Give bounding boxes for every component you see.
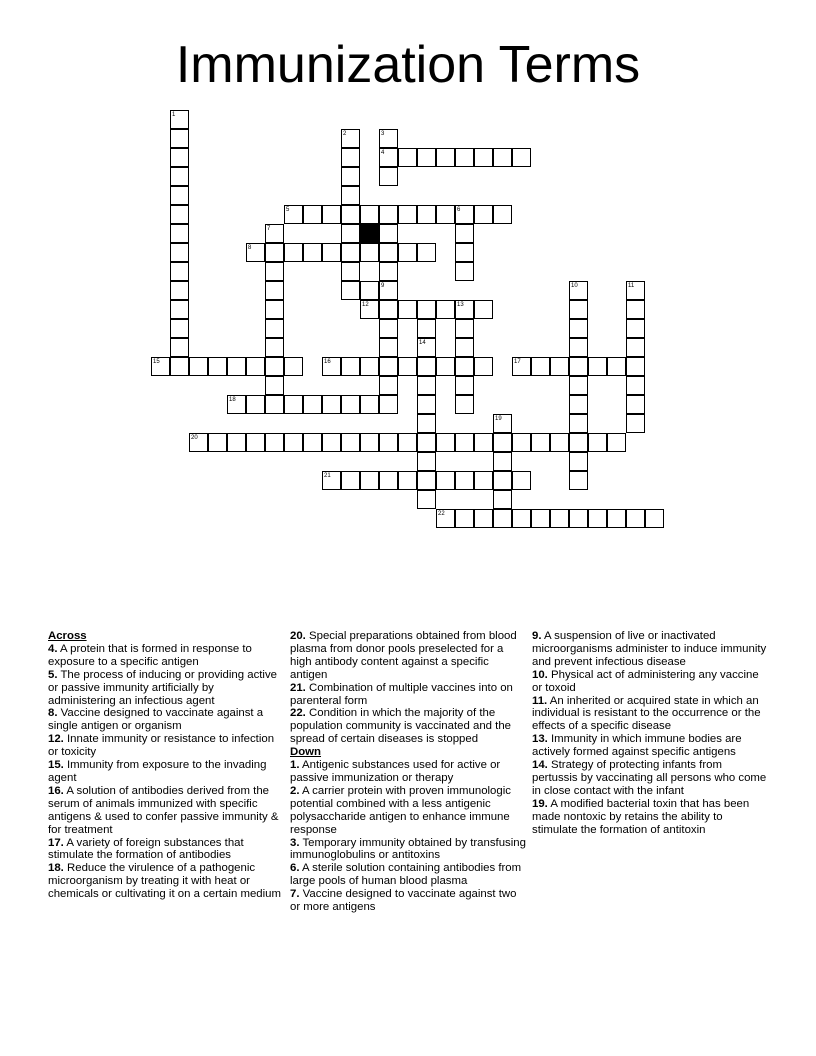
grid-cell[interactable] [303,243,322,262]
grid-cell[interactable] [588,357,607,376]
across-clue [48,733,283,759]
grid-cell[interactable] [360,471,379,490]
grid-cell[interactable] [455,224,474,243]
clue-number: 22. [290,707,306,720]
clue-number: 9. [532,630,542,642]
grid-cell[interactable] [436,300,455,319]
across-clues-continued [290,630,526,746]
grid-cell[interactable] [436,433,455,452]
clue-text: Strategy of protecting infants from pertussis by vaccinating all persons who come in close contact with the infant [532,759,767,797]
grid-number: 19 [495,416,502,422]
grid-cell[interactable] [455,338,474,357]
clue-number: 19. [532,797,548,810]
grid-cell[interactable] [341,224,360,243]
clue-number: 1. [290,759,300,772]
grid-number: 11 [628,283,635,289]
grid-cell[interactable] [379,262,398,281]
clue-number: 6. [290,862,300,875]
puzzle-title: Immunization Terms [175,36,641,94]
grid-cell[interactable] [474,357,493,376]
down-heading: Down [290,746,322,759]
clue-text: Temporary immunity obtained by transfusing immunoglobulins or antitoxins [290,836,526,862]
clue-number: 4. [48,642,58,655]
grid-cell[interactable] [455,262,474,281]
grid-cell[interactable] [493,205,512,224]
grid-cell[interactable] [360,281,379,300]
grid-cell[interactable] [341,243,360,262]
grid-cell[interactable] [265,357,284,376]
across-clue [48,669,283,708]
grid-cell[interactable] [341,281,360,300]
grid-cell[interactable] [398,243,417,262]
grid-cell[interactable] [170,319,189,338]
across-clue [290,682,526,708]
grid-cell[interactable] [417,376,436,395]
grid-cell[interactable] [493,490,512,509]
down-clue [290,759,526,785]
grid-cell[interactable] [474,471,493,490]
grid-cell[interactable] [303,395,322,414]
grid-number: 4 [381,150,385,156]
grid-number: 5 [286,207,290,213]
grid-number: 9 [381,283,385,289]
across-clue [290,630,526,682]
grid-cell[interactable] [569,414,588,433]
across-clue [48,785,283,837]
grid-cell[interactable] [170,167,189,186]
grid-cell[interactable] [455,243,474,262]
grid-cell[interactable] [379,376,398,395]
grid-cell[interactable] [493,509,512,528]
clue-number: 17. [48,836,64,849]
grid-cell[interactable] [303,433,322,452]
clue-number: 10. [532,668,548,681]
grid-cell[interactable] [341,433,360,452]
across-clues [48,643,283,901]
grid-cell[interactable] [417,243,436,262]
grid-cell[interactable] [265,395,284,414]
down-clue [532,630,768,669]
grid-cell[interactable] [626,319,645,338]
clue-number: 8. [48,707,58,720]
down-clue [290,837,526,863]
grid-cell[interactable] [569,338,588,357]
down-clue [532,669,768,695]
grid-cell[interactable] [417,490,436,509]
across-clue [48,759,283,785]
clue-number: 21. [290,681,306,694]
clue-number: 16. [48,784,64,797]
grid-cell[interactable] [493,433,512,452]
across-clue [290,707,526,746]
grid-cell[interactable] [569,395,588,414]
grid-cell[interactable] [341,262,360,281]
grid-cell[interactable] [417,148,436,167]
grid-cell[interactable] [569,452,588,471]
clue-text: Special preparations obtained from blood plasma from donor pools preselected for a high antibody content against a specific antigen [290,630,517,681]
grid-number: 12 [362,302,369,308]
grid-cell[interactable] [398,300,417,319]
grid-cell[interactable] [170,205,189,224]
clue-number: 2. [290,784,300,797]
grid-cell[interactable] [626,509,645,528]
grid-number: 17 [514,359,521,365]
grid-cell[interactable] [493,452,512,471]
grid-cell[interactable] [436,357,455,376]
clue-text: A carrier protein with proven immunologic potential combined with a less antigenic polysaccharide antigen to enhance immune response [290,784,511,836]
grid-cell[interactable] [455,509,474,528]
down-clue [532,759,768,798]
grid-cell[interactable] [569,376,588,395]
grid-cell[interactable] [303,205,322,224]
clue-number: 11. [532,694,548,707]
grid-cell[interactable] [474,433,493,452]
grid-cell[interactable] [170,148,189,167]
clue-text: Condition in which the majority of the population community is vaccinated and the spread of certain diseases is stopped [290,707,511,746]
clue-text: The process of inducing or providing active or passive immunity artificially by administering an infectious agent [48,668,277,707]
grid-cell[interactable] [398,148,417,167]
grid-cell[interactable] [379,205,398,224]
grid-cell[interactable] [417,395,436,414]
grid-cell[interactable] [455,471,474,490]
clue-number: 7. [290,888,300,901]
grid-cell[interactable] [341,148,360,167]
grid-number: 6 [457,207,461,213]
grid-cell[interactable] [569,471,588,490]
grid-cell[interactable] [417,205,436,224]
grid-cell[interactable] [170,129,189,148]
across-clue [48,837,283,863]
clue-text: A modified bacterial toxin that has been made nontoxic by retains the ability to stimulate the formation of antitoxin [532,797,750,836]
grid-cell[interactable] [569,357,588,376]
grid-cell[interactable] [360,357,379,376]
grid-cell[interactable] [170,281,189,300]
grid-cell[interactable] [265,243,284,262]
grid-cell[interactable] [569,433,588,452]
grid-cell[interactable] [265,338,284,357]
grid-cell[interactable] [360,205,379,224]
clue-column-1 [48,630,283,901]
grid-cell[interactable] [455,433,474,452]
grid-cell[interactable] [645,509,664,528]
grid-cell[interactable] [417,300,436,319]
grid-cell[interactable] [360,395,379,414]
grid-number: 18 [229,397,236,403]
grid-number: 21 [324,473,331,479]
grid-cell[interactable] [170,262,189,281]
grid-cell[interactable] [493,148,512,167]
grid-cell[interactable] [398,471,417,490]
grid-cell[interactable] [341,395,360,414]
grid-cell[interactable] [417,471,436,490]
across-heading: Across [48,630,87,642]
grid-cell[interactable] [626,376,645,395]
grid-cell[interactable] [569,319,588,338]
grid-cell[interactable] [398,357,417,376]
grid-number: 22 [438,511,445,517]
grid-cell[interactable] [284,433,303,452]
grid-cell[interactable] [265,376,284,395]
grid-cell[interactable] [531,509,550,528]
grid-cell[interactable] [379,243,398,262]
grid-cell[interactable] [265,300,284,319]
grid-number: 3 [381,131,385,137]
grid-cell[interactable] [265,262,284,281]
grid-cell[interactable] [246,395,265,414]
grid-cell[interactable] [379,471,398,490]
grid-cell[interactable] [626,338,645,357]
grid-cell[interactable] [227,433,246,452]
grid-number: 14 [419,340,426,346]
grid-cell[interactable] [360,433,379,452]
grid-cell[interactable] [284,357,303,376]
grid-cell[interactable] [436,148,455,167]
down-clue [532,798,768,837]
grid-cell[interactable] [246,357,265,376]
grid-cell[interactable] [626,395,645,414]
grid-cell[interactable] [379,433,398,452]
grid-cell[interactable] [284,243,303,262]
across-clue [48,862,283,901]
grid-cell[interactable] [379,319,398,338]
clue-column-3 [532,630,768,837]
clue-number: 3. [290,836,300,849]
grid-cell[interactable] [265,281,284,300]
clue-text: Vaccine designed to vaccinate against a single antigen or organism [48,707,264,733]
clue-number: 5. [48,668,58,681]
grid-cell[interactable] [417,414,436,433]
grid-cell[interactable] [322,433,341,452]
grid-cell[interactable] [455,357,474,376]
grid-cell[interactable] [512,509,531,528]
clue-text: A solution of antibodies derived from the serum of animals immunized with specific antigens & used to confer passive immunity & for treatment [48,784,279,836]
grid-cell[interactable] [436,205,455,224]
clue-number: 20. [290,630,306,642]
clue-column-2 [290,630,526,914]
grid-cell[interactable] [569,300,588,319]
grid-cell[interactable] [189,357,208,376]
grid-cell[interactable] [417,319,436,338]
down-clue [290,862,526,888]
grid-cell[interactable] [474,509,493,528]
grid-cell[interactable] [322,205,341,224]
grid-cell[interactable] [455,376,474,395]
grid-cell[interactable] [341,471,360,490]
grid-cell[interactable] [455,395,474,414]
grid-cell[interactable] [398,205,417,224]
grid-cell[interactable] [265,433,284,452]
down-clue [290,785,526,837]
grid-cell[interactable] [474,148,493,167]
grid-cell[interactable] [588,509,607,528]
clue-text: Immunity from exposure to the invading agent [48,759,267,784]
clue-text: A protein that is formed in response to exposure to a specific antigen [48,642,252,668]
grid-cell[interactable] [322,395,341,414]
grid-number: 10 [571,283,578,289]
clue-text: Immunity in which immune bodies are actively formed against specific antigens [532,733,742,759]
grid-number: 7 [267,226,271,232]
grid-cell[interactable] [455,148,474,167]
grid-cell[interactable] [455,319,474,338]
grid-number: 13 [457,302,464,308]
clue-text: Combination of multiple vaccines into on parenteral form [290,681,513,707]
grid-cell[interactable] [246,433,265,452]
grid-cell[interactable] [474,300,493,319]
clue-text: A sterile solution containing antibodies from large pools of human blood plasma [290,862,522,888]
grid-cell[interactable] [322,243,341,262]
grid-number: 1 [172,112,176,118]
grid-cell[interactable] [284,395,303,414]
grid-cell[interactable] [265,319,284,338]
down-clues-continued [532,630,768,837]
grid-cell[interactable] [550,509,569,528]
grid-cell[interactable] [607,357,626,376]
grid-cell[interactable] [379,224,398,243]
grid-cell[interactable] [512,148,531,167]
grid-cell[interactable] [341,205,360,224]
black-square [360,224,379,243]
grid-number: 20 [191,435,198,441]
across-clue [48,707,283,733]
grid-cell[interactable] [208,357,227,376]
grid-cell[interactable] [341,186,360,205]
grid-cell[interactable] [607,509,626,528]
grid-cell[interactable] [398,433,417,452]
grid-cell[interactable] [417,452,436,471]
grid-cell[interactable] [512,471,531,490]
down-clue [532,733,768,759]
grid-cell[interactable] [550,433,569,452]
clue-number: 14. [532,759,548,772]
across-clue [48,643,283,669]
grid-cell[interactable] [531,357,550,376]
grid-cell[interactable] [170,186,189,205]
grid-cell[interactable] [379,338,398,357]
clue-number: 15. [48,759,64,772]
down-clue [290,888,526,914]
grid-number: 2 [343,131,347,137]
clue-text: An inherited or acquired state in which an individual is resistant to the occurrence or the effects of a specific disease [532,694,761,733]
grid-cell[interactable] [341,167,360,186]
clue-text: Antigenic substances used for active or passive immunization or therapy [290,759,501,784]
grid-cell[interactable] [379,395,398,414]
grid-cell[interactable] [170,338,189,357]
grid-cell[interactable] [493,471,512,490]
clue-text: Vaccine designed to vaccinate against two or more antigens [290,888,517,914]
clue-text: A suspension of live or inactivated microorganisms administer to induce immunity and prevent infectious disease [532,630,767,668]
grid-cell[interactable] [170,300,189,319]
clue-text: Reduce the virulence of a pathogenic microorganism by treating it with heat or chemicals or cultivating it on a certain medium [48,862,281,901]
grid-cell[interactable] [227,357,246,376]
clue-number: 13. [532,733,548,746]
grid-cell[interactable] [607,433,626,452]
grid-number: 16 [324,359,331,365]
down-clue [532,695,768,734]
grid-cell[interactable] [170,357,189,376]
grid-cell[interactable] [626,357,645,376]
clue-text: A variety of foreign substances that stimulate the formation of antibodies [48,836,244,862]
grid-cell[interactable] [569,509,588,528]
grid-cell[interactable] [626,414,645,433]
grid-cell[interactable] [417,357,436,376]
clue-number: 18. [48,862,64,875]
grid-cell[interactable] [436,471,455,490]
grid-number: 15 [153,359,160,365]
clue-number: 12. [48,733,64,746]
grid-number: 8 [248,245,252,251]
grid-cell[interactable] [417,433,436,452]
grid-cell[interactable] [512,433,531,452]
grid-cell[interactable] [474,205,493,224]
grid-cell[interactable] [531,433,550,452]
grid-cell[interactable] [379,167,398,186]
grid-cell[interactable] [379,357,398,376]
grid-cell[interactable] [208,433,227,452]
grid-cell[interactable] [550,357,569,376]
grid-cell[interactable] [170,224,189,243]
down-clues [290,759,526,914]
grid-cell[interactable] [588,433,607,452]
grid-cell[interactable] [360,243,379,262]
grid-cell[interactable] [379,300,398,319]
clue-text: Physical act of administering any vaccine or toxoid [532,668,759,694]
grid-cell[interactable] [170,243,189,262]
clue-text: Innate immunity or resistance to infection or toxicity [48,733,275,759]
grid-cell[interactable] [626,300,645,319]
grid-cell[interactable] [341,357,360,376]
